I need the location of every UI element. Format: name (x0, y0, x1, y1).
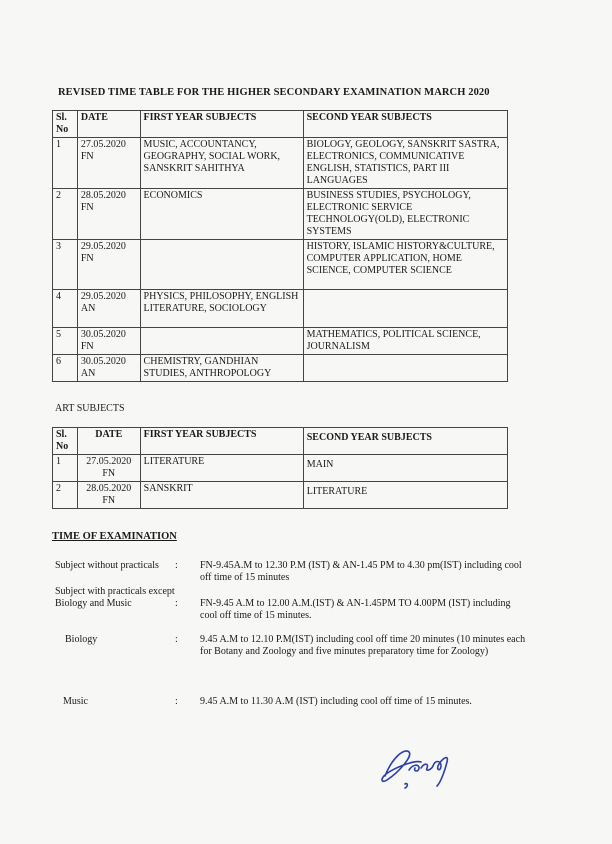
main-timetable (52, 110, 508, 382)
document-title: REVISED TIME TABLE FOR THE HIGHER SECONDARY EXAMINATION MARCH 2020 (58, 87, 490, 98)
table-row (53, 240, 508, 290)
exam-time-row (55, 696, 555, 710)
cell-sl: 4 (53, 290, 78, 328)
cell-date: 30.05.2020 AN (77, 355, 140, 382)
table-row (53, 482, 508, 509)
signature-icon (375, 742, 465, 792)
cell-second-year: LITERATURE (303, 482, 507, 509)
header-first-year: FIRST YEAR SUBJECTS (140, 428, 303, 455)
cell-second-year: BUSINESS STUDIES, PSYCHOLOGY, ELECTRONIC SERVICE TECHNOLOGY(OLD), ELECTRONIC SYSTEMS (303, 189, 507, 240)
table-row (53, 189, 508, 240)
exam-time-value: 9.45 A.M to 12.10 P.M(IST) including cool off time 20 minutes (10 minutes each for Botany and Zoology and five minutes preparatory time for Zoology) (200, 634, 526, 657)
cell-first-year: MUSIC, ACCOUNTANCY, GEOGRAPHY, SOCIAL WORK, SANSKRIT SAHITHYA (140, 138, 303, 189)
art-subjects-caption: ART SUBJECTS (55, 403, 125, 414)
cell-first-year: PHYSICS, PHILOSOPHY, ENGLISH LITERATURE, SOCIOLOGY (140, 290, 303, 328)
cell-sl: 1 (53, 455, 78, 482)
exam-time-label: Subject with practicals except Biology and Music (55, 586, 175, 609)
cell-date: 28.05.2020 FN (77, 189, 140, 240)
cell-sl: 2 (53, 189, 78, 240)
cell-second-year (303, 290, 507, 328)
table-row (53, 290, 508, 328)
header-date: DATE (77, 428, 140, 455)
header-first-year: FIRST YEAR SUBJECTS (140, 111, 303, 138)
table-header-row (53, 111, 508, 138)
cell-first-year (140, 328, 303, 355)
cell-second-year: MATHEMATICS, POLITICAL SCIENCE, JOURNALISM (303, 328, 507, 355)
header-sl-no: Sl. No (53, 428, 78, 455)
cell-date: 29.05.2020 AN (77, 290, 140, 328)
exam-time-colon: : (175, 634, 178, 645)
cell-date: 30.05.2020 FN (77, 328, 140, 355)
exam-time-value: FN-9.45A.M to 12.30 P.M (IST) & AN-1.45 PM to 4.30 pm(IST) including cool off time of 15 minutes (200, 560, 522, 583)
cell-first-year: ECONOMICS (140, 189, 303, 240)
exam-time-colon: : (175, 560, 178, 571)
cell-sl: 6 (53, 355, 78, 382)
exam-time-label: Subject without practicals (55, 560, 159, 571)
exam-time-row (55, 634, 555, 674)
cell-first-year (140, 240, 303, 290)
exam-time-value: FN-9.45 A.M to 12.00 A.M.(IST) & AN-1.45PM TO 4.00PM (IST) including cool off time of 15 minutes. (200, 598, 511, 621)
header-second-year: SECOND YEAR SUBJECTS (303, 428, 507, 455)
table-header-row (53, 428, 508, 455)
cell-date: 27.05.2020 FN (77, 138, 140, 189)
cell-sl: 1 (53, 138, 78, 189)
cell-first-year: CHEMISTRY, GANDHIAN STUDIES, ANTHROPOLOGY (140, 355, 303, 382)
cell-second-year: MAIN (303, 455, 507, 482)
art-timetable (52, 427, 508, 509)
table-row (53, 138, 508, 189)
header-date: DATE (77, 111, 140, 138)
exam-time-label: Music (63, 696, 88, 707)
exam-time-colon: : (175, 696, 178, 707)
cell-second-year: BIOLOGY, GEOLOGY, SANSKRIT SASTRA, ELECTRONICS, COMMUNICATIVE ENGLISH, STATISTICS, PART III LANGUAGES (303, 138, 507, 189)
cell-first-year: LITERATURE (140, 455, 303, 482)
exam-time-value: 9.45 A.M to 11.30 A.M (IST) including cool off time of 15 minutes. (200, 696, 472, 707)
table-row (53, 328, 508, 355)
header-sl-no: Sl. No (53, 111, 78, 138)
cell-sl: 5 (53, 328, 78, 355)
cell-date: 29.05.2020 FN (77, 240, 140, 290)
cell-second-year (303, 355, 507, 382)
table-row (53, 455, 508, 482)
cell-second-year: HISTORY, ISLAMIC HISTORY&CULTURE, COMPUTER APPLICATION, HOME SCIENCE, COMPUTER SCIENCE (303, 240, 507, 290)
exam-time-colon: : (175, 598, 178, 609)
cell-date: 27.05.2020 FN (77, 455, 140, 482)
table-row (53, 355, 508, 382)
cell-sl: 3 (53, 240, 78, 290)
header-second-year: SECOND YEAR SUBJECTS (303, 111, 507, 138)
cell-first-year: SANSKRIT (140, 482, 303, 509)
exam-time-row (55, 586, 555, 622)
cell-sl: 2 (53, 482, 78, 509)
exam-time-label: Biology (65, 634, 98, 645)
cell-date: 28.05.2020 FN (77, 482, 140, 509)
exam-time-row (55, 560, 555, 584)
exam-time-title: TIME OF EXAMINATION (52, 531, 177, 542)
